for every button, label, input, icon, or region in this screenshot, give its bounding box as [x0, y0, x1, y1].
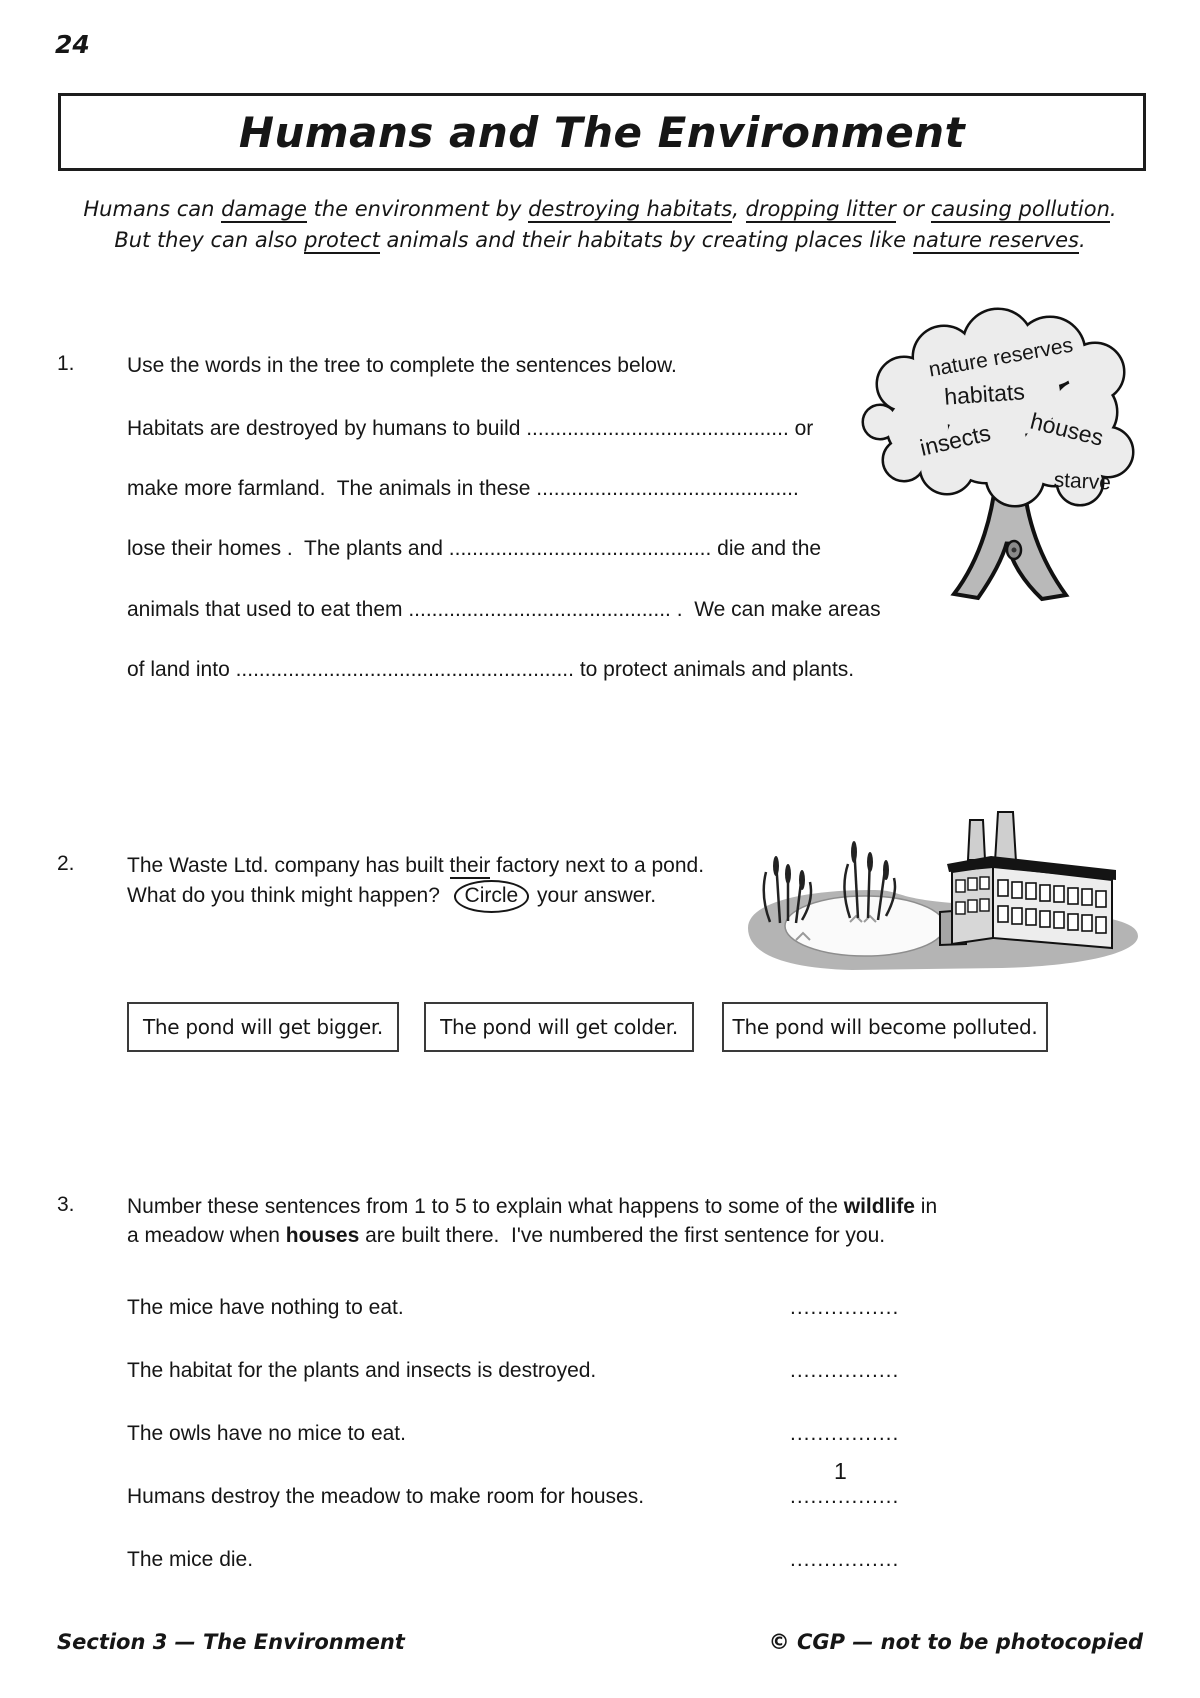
ordering-sentence: Humans destroy the meadow to make room for houses.	[127, 1485, 645, 1508]
tree-word: habitats	[943, 378, 1026, 410]
underlined-word: causing pollution	[930, 197, 1110, 221]
intro-text	[0, 194, 1200, 256]
option-box-polluted: The pond will become polluted.	[722, 1002, 1048, 1052]
underlined-word: damage	[221, 197, 307, 221]
factory-building	[940, 812, 1116, 948]
word-tree-illustration	[852, 302, 1140, 602]
ordering-sentence: The mice have nothing to eat.	[127, 1296, 404, 1319]
question-2-line-2: What do you think might happen? Circle your answer.	[127, 880, 656, 913]
chimney	[995, 812, 1016, 862]
page-number: 24	[55, 30, 90, 59]
chimney	[968, 820, 985, 860]
question-1-blank-line: Habitats are destroyed by humans to build ............................................. or	[127, 417, 814, 440]
ordering-sentence: The habitat for the plants and insects is destroyed.	[127, 1359, 597, 1382]
question-2-number: 2.	[57, 852, 75, 875]
tree-word: insects	[917, 419, 994, 461]
tree-icon	[852, 302, 1140, 602]
factory-front-wall	[993, 866, 1112, 948]
tree-word: nature reserves	[927, 333, 1075, 382]
answer-blank: ................	[790, 1422, 900, 1445]
option-box-colder: The pond will get colder.	[424, 1002, 694, 1052]
intro-line-1: Humans can damage the environment by destroying habitats, dropping litter or causing pollution.	[83, 197, 1117, 221]
factory-pond-illustration	[742, 808, 1142, 978]
answer-blank: ................	[790, 1548, 900, 1571]
underlined-word: their	[449, 854, 491, 877]
intro-line-2: But they can also protect animals and their habitats by creating places like nature reserves.	[114, 228, 1086, 252]
question-3-heading-line-1: Number these sentences from 1 to 5 to explain what happens to some of the wildlife in	[127, 1195, 938, 1218]
footer-copyright: © CGP — not to be photocopied	[768, 1630, 1143, 1654]
option-box-bigger: The pond will get bigger.	[127, 1002, 399, 1052]
question-3-number: 3.	[57, 1193, 75, 1216]
title-box	[58, 93, 1146, 171]
tree-word: starve	[1053, 468, 1112, 495]
question-1-blank-line: lose their homes . The plants and ............................................. die and the	[127, 537, 822, 560]
underlined-word: nature reserves	[912, 228, 1079, 252]
circled-word: Circle	[454, 880, 530, 913]
ordering-sentence: The mice die.	[127, 1548, 254, 1571]
answer-blank: ................	[790, 1485, 900, 1508]
underlined-word: destroying habitats	[528, 197, 733, 221]
question-1-blank-line: of land into .......................................................... to protect animals and plants.	[127, 658, 855, 681]
page-title: Humans and The Environment	[238, 107, 966, 157]
footer-section-label: Section 3 — The Environment	[57, 1630, 405, 1654]
question-1-blank-line: animals that used to eat them ............................................. . We can make areas	[127, 598, 881, 621]
bold-word: wildlife	[843, 1195, 915, 1218]
ordering-sentence: The owls have no mice to eat.	[127, 1422, 406, 1445]
answer-blank: ................	[790, 1296, 900, 1319]
tree-word: houses	[1027, 407, 1107, 451]
question-1-blank-line: make more farmland. The animals in these .............................................	[127, 477, 799, 500]
bold-word: houses	[285, 1224, 360, 1247]
question-1-number: 1.	[57, 352, 75, 375]
answer-blank: ................	[790, 1359, 900, 1382]
factory-pond-icon	[742, 808, 1142, 978]
question-1-prompt: Use the words in the tree to complete the sentences below.	[127, 354, 677, 377]
question-2-line-1: The Waste Ltd. company has built their factory next to a pond.	[127, 854, 705, 877]
handwritten-answer-1: 1	[834, 1458, 847, 1484]
underlined-word: dropping litter	[745, 197, 896, 221]
question-3-heading-line-2: a meadow when houses are built there. I've numbered the first sentence for you.	[127, 1224, 886, 1247]
underlined-word: protect	[304, 228, 380, 252]
